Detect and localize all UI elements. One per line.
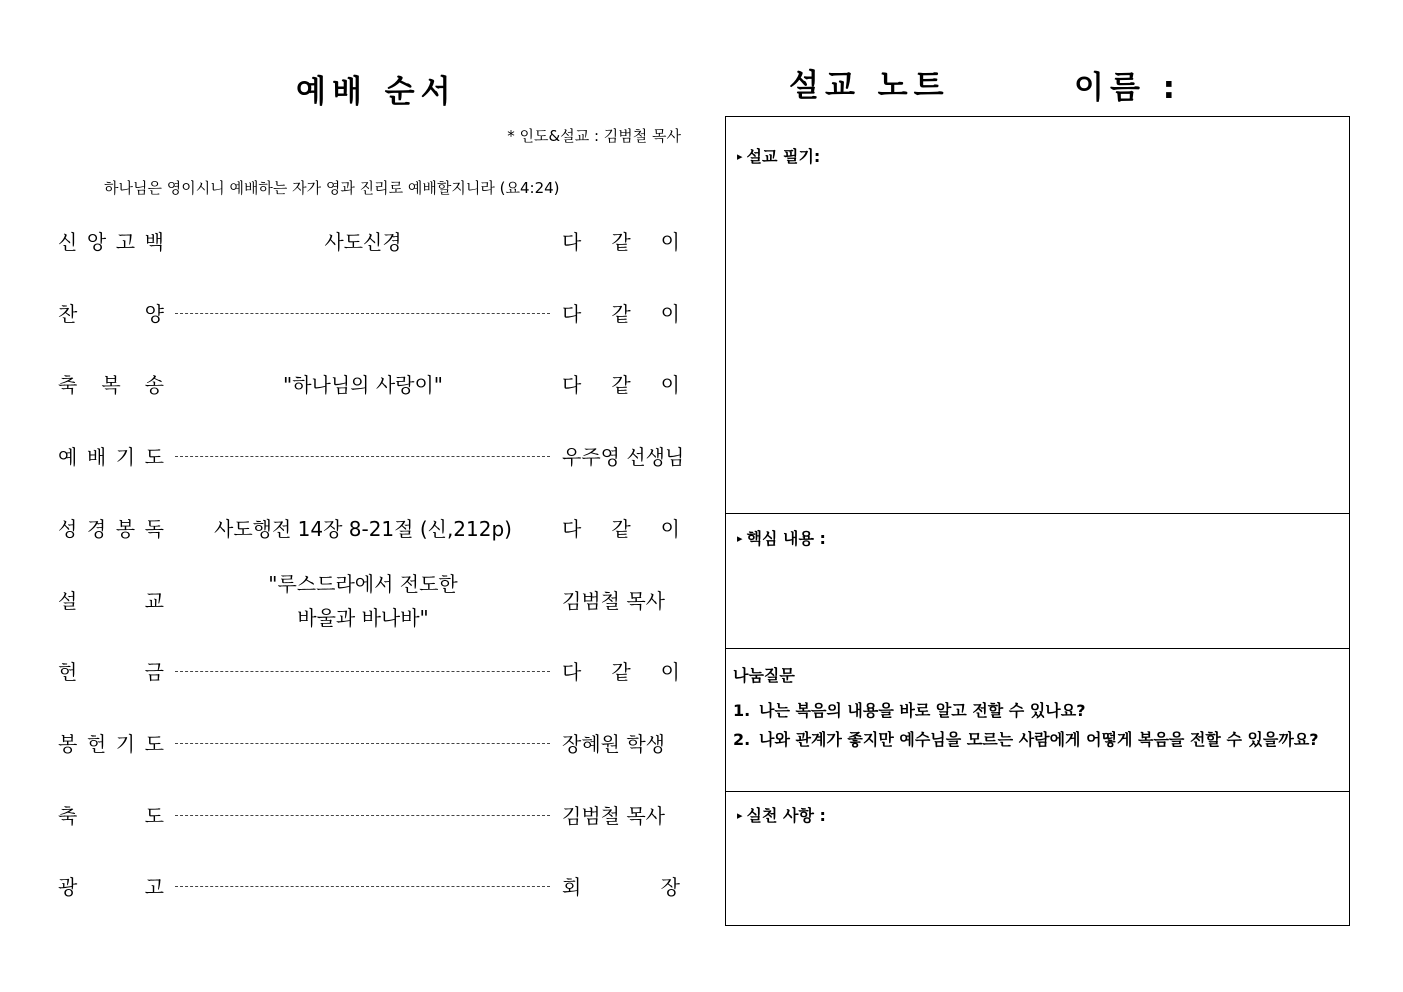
order-item-name-char: 양: [144, 302, 164, 326]
order-item-person: [562, 655, 680, 689]
order-item-person: [562, 368, 680, 402]
order-item-name: [58, 870, 164, 904]
order-item-person-part: 장혜원 학생: [562, 732, 665, 756]
order-item-person-part: 김범철 목사: [562, 589, 665, 613]
core-content-label: 핵심 내용 :: [746, 529, 826, 548]
sermon-notes-box: [725, 116, 1350, 926]
dotted-leader: [175, 456, 550, 457]
description-line: 바울과 바나바": [297, 606, 429, 630]
dotted-leader: [175, 313, 550, 314]
order-item-person-part: 다: [562, 230, 582, 254]
order-item-person: [562, 225, 680, 259]
order-item-name-char: 도: [144, 732, 164, 756]
order-item-person-part: 이: [660, 517, 680, 541]
order-item-name-char: 고: [115, 230, 136, 254]
practice-label: 실천 사항 :: [746, 806, 826, 825]
question-item: [733, 696, 1341, 725]
sermon-notes-heading: [737, 144, 820, 167]
order-item-person-part: 다: [562, 302, 582, 326]
worship-order-row: [58, 572, 680, 630]
order-item-name-char: 금: [144, 660, 164, 684]
dotted-leader: [175, 743, 550, 744]
order-item-name-char: 설: [58, 589, 78, 613]
question-item: [733, 725, 1341, 754]
order-item-person-part: 다: [562, 660, 582, 684]
order-item-name-char: 고: [144, 875, 164, 899]
worship-order-row: [58, 512, 680, 546]
order-item-person: [562, 799, 680, 833]
order-item-name: [58, 368, 164, 402]
order-item-person-part: 같: [611, 660, 631, 684]
order-item-name-char: 도: [144, 445, 164, 469]
order-item-name-char: 봉: [115, 517, 136, 541]
triangle-bullet-icon: ▸: [737, 809, 743, 822]
section-divider: [726, 648, 1349, 649]
order-item-name-char: 광: [58, 875, 78, 899]
worship-order-row: [58, 870, 680, 904]
order-item-person-part: 이: [660, 373, 680, 397]
order-item-person-part: 다: [562, 373, 582, 397]
order-item-description: [168, 567, 558, 635]
order-item-name-char: 축: [58, 804, 78, 828]
question-text: 나와 관계가 좋지만 예수님을 모르는 사람에게 어떻게 복음을 전할 수 있을까요?: [759, 730, 1319, 749]
order-item-name: [58, 799, 164, 833]
order-item-name-char: 기: [115, 445, 136, 469]
question-number: 1.: [733, 701, 751, 720]
order-item-person: [562, 584, 680, 618]
order-item-name-char: 신: [58, 230, 78, 254]
order-item-name-char: 헌: [58, 660, 78, 684]
order-item-person: [562, 870, 680, 904]
sharing-questions-title: 나눔질문: [733, 666, 795, 685]
order-item-name-char: 기: [115, 732, 136, 756]
order-item-person: [562, 727, 680, 761]
sharing-questions: [733, 663, 1341, 754]
worship-order-row: [58, 297, 680, 331]
section-divider: [726, 791, 1349, 792]
order-item-name-char: 배: [86, 445, 107, 469]
order-item-person-part: 우주영 선생님: [562, 445, 685, 469]
order-item-person-part: 회: [562, 875, 582, 899]
order-item-name-char: 찬: [58, 302, 78, 326]
order-item-description: 사도신경: [324, 230, 402, 254]
order-item-name-char: 독: [144, 517, 164, 541]
order-item-name-char: 축: [58, 373, 78, 397]
order-item-name: [58, 655, 164, 689]
worship-order-row: [58, 655, 680, 689]
order-of-worship-title: 예배 순서: [296, 74, 457, 110]
order-item-person: [562, 440, 685, 474]
order-item-name-char: 앙: [86, 230, 107, 254]
order-item-name-char: 송: [144, 373, 164, 397]
order-item-person-part: 같: [611, 373, 631, 397]
order-item-description: 사도행전 14장 8-21절 (신,212p): [214, 517, 512, 541]
order-item-name-char: 도: [144, 804, 164, 828]
order-item-name-char: 성: [58, 517, 78, 541]
order-item-name-char: 예: [58, 445, 78, 469]
question-text: 나는 복음의 내용을 바로 알고 전할 수 있나요?: [759, 701, 1086, 720]
order-item-name: [58, 512, 164, 546]
name-label: 이름 :: [1074, 70, 1182, 106]
order-item-person-part: 이: [660, 660, 680, 684]
preacher-line: * 인도&설교 : 김범철 목사: [507, 127, 681, 145]
order-item-name-char: 교: [144, 589, 164, 613]
triangle-bullet-icon: ▸: [737, 532, 743, 545]
order-item-name-char: 경: [86, 517, 107, 541]
worship-order-row: [58, 727, 680, 761]
order-item-person-part: 장: [660, 875, 680, 899]
order-item-person-part: 다: [562, 517, 582, 541]
order-item-name: [58, 584, 164, 618]
sermon-note-title: 설교 노트: [789, 68, 950, 104]
worship-order-row: [58, 225, 680, 259]
order-item-person-part: 이: [660, 302, 680, 326]
order-item-description: "하나님의 사랑이": [283, 373, 443, 397]
order-item-name: [58, 225, 164, 259]
scripture-verse: 하나님은 영이시니 예배하는 자가 영과 진리로 예배할지니라 (요4:24): [104, 179, 560, 197]
order-item-person-part: 같: [611, 230, 631, 254]
order-item-person: [562, 512, 680, 546]
order-item-person-part: 이: [660, 230, 680, 254]
description-line: "루스드라에서 전도한: [268, 572, 458, 596]
order-item-person-part: 같: [611, 302, 631, 326]
order-item-name-char: 헌: [86, 732, 107, 756]
sermon-notes-label: 설교 필기:: [746, 147, 821, 166]
order-item-name-char: 백: [144, 230, 164, 254]
worship-order-row: [58, 799, 680, 833]
triangle-bullet-icon: ▸: [737, 150, 743, 163]
order-item-name: [58, 297, 164, 331]
section-divider: [726, 513, 1349, 514]
worship-order-row: [58, 368, 680, 402]
question-number: 2.: [733, 730, 751, 749]
order-item-name: [58, 440, 164, 474]
practice-heading: [737, 803, 826, 826]
order-item-name-char: 복: [101, 373, 121, 397]
order-item-person: [562, 297, 680, 331]
core-content-heading: [737, 526, 826, 549]
worship-order-row: [58, 440, 685, 474]
order-item-name: [58, 727, 164, 761]
dotted-leader: [175, 815, 550, 816]
dotted-leader: [175, 886, 550, 887]
order-item-person-part: 같: [611, 517, 631, 541]
dotted-leader: [175, 671, 550, 672]
order-item-name-char: 봉: [58, 732, 78, 756]
order-item-person-part: 김범철 목사: [562, 804, 665, 828]
